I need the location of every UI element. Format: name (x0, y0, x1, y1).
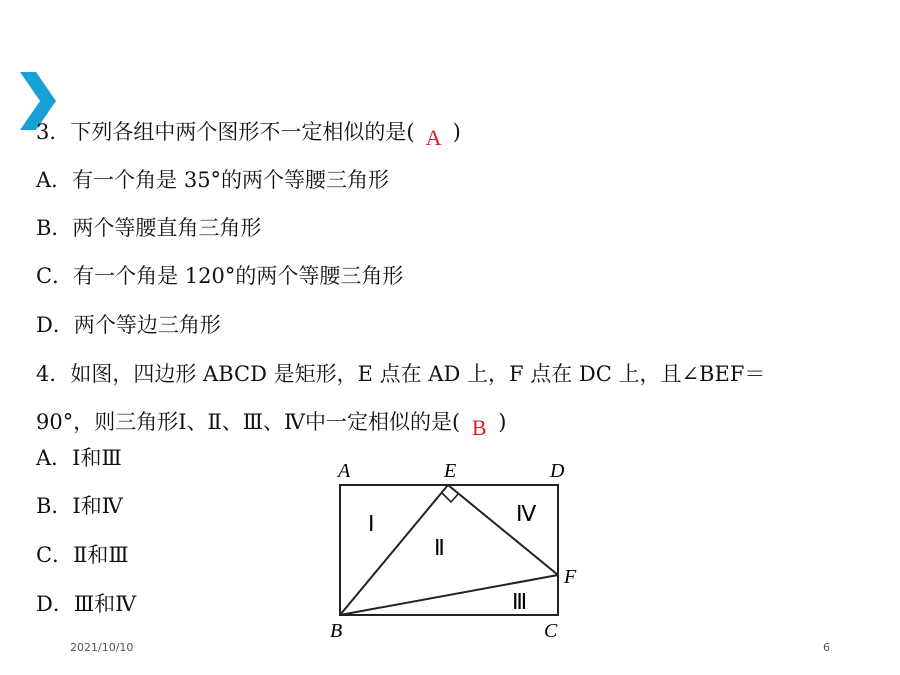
rectangle-figure (318, 455, 586, 643)
label-e: E (444, 460, 457, 482)
label-b: B (330, 620, 343, 642)
q4-stem-line2 (36, 408, 507, 440)
right-angle-mark (442, 493, 459, 502)
region-label-iii: Ⅲ (512, 589, 528, 614)
label-f: F (564, 566, 577, 588)
region-label-iv: Ⅳ (516, 501, 537, 526)
q4-option-b: B．Ⅰ和Ⅳ (36, 494, 123, 518)
q4-stem-text: 90°，则三角形Ⅰ、Ⅱ、Ⅲ、Ⅳ中一定相似的是( (36, 410, 461, 434)
q4-option-a: A．Ⅰ和Ⅲ (36, 446, 122, 470)
q3-option-a: A．有一个角是 35°的两个等腰三角形 (36, 168, 390, 192)
q4-option-c: C．Ⅱ和Ⅲ (36, 543, 129, 567)
q3-stem-close: ) (452, 120, 461, 144)
segment-ef (448, 485, 558, 575)
q3-option-c: C．有一个角是 120°的两个等腰三角形 (36, 264, 404, 288)
label-c: C (544, 620, 558, 642)
region-label-ii: Ⅱ (434, 535, 445, 560)
label-d: D (550, 460, 565, 482)
q3-stem (36, 118, 461, 150)
q4-answer: B (471, 415, 487, 440)
q3-stem-text: 3．下列各组中两个图形不一定相似的是( (36, 120, 415, 144)
q3-option-d: D．两个等边三角形 (36, 313, 221, 337)
segment-be (340, 485, 448, 615)
footer-page-number: 6 (823, 641, 830, 654)
q3-answer: A (425, 125, 442, 150)
region-label-i: Ⅰ (368, 511, 375, 536)
q3-option-b: B．两个等腰直角三角形 (36, 216, 262, 240)
q4-stem-close: ) (498, 410, 507, 434)
q4-stem-line1: 4．如图，四边形 ABCD 是矩形，E 点在 AD 上，F 点在 DC 上，且∠BEF＝ (36, 362, 766, 386)
label-a: A (338, 460, 351, 482)
q4-option-d: D．Ⅲ和Ⅳ (36, 592, 137, 616)
footer-date: 2021/10/10 (70, 641, 134, 654)
